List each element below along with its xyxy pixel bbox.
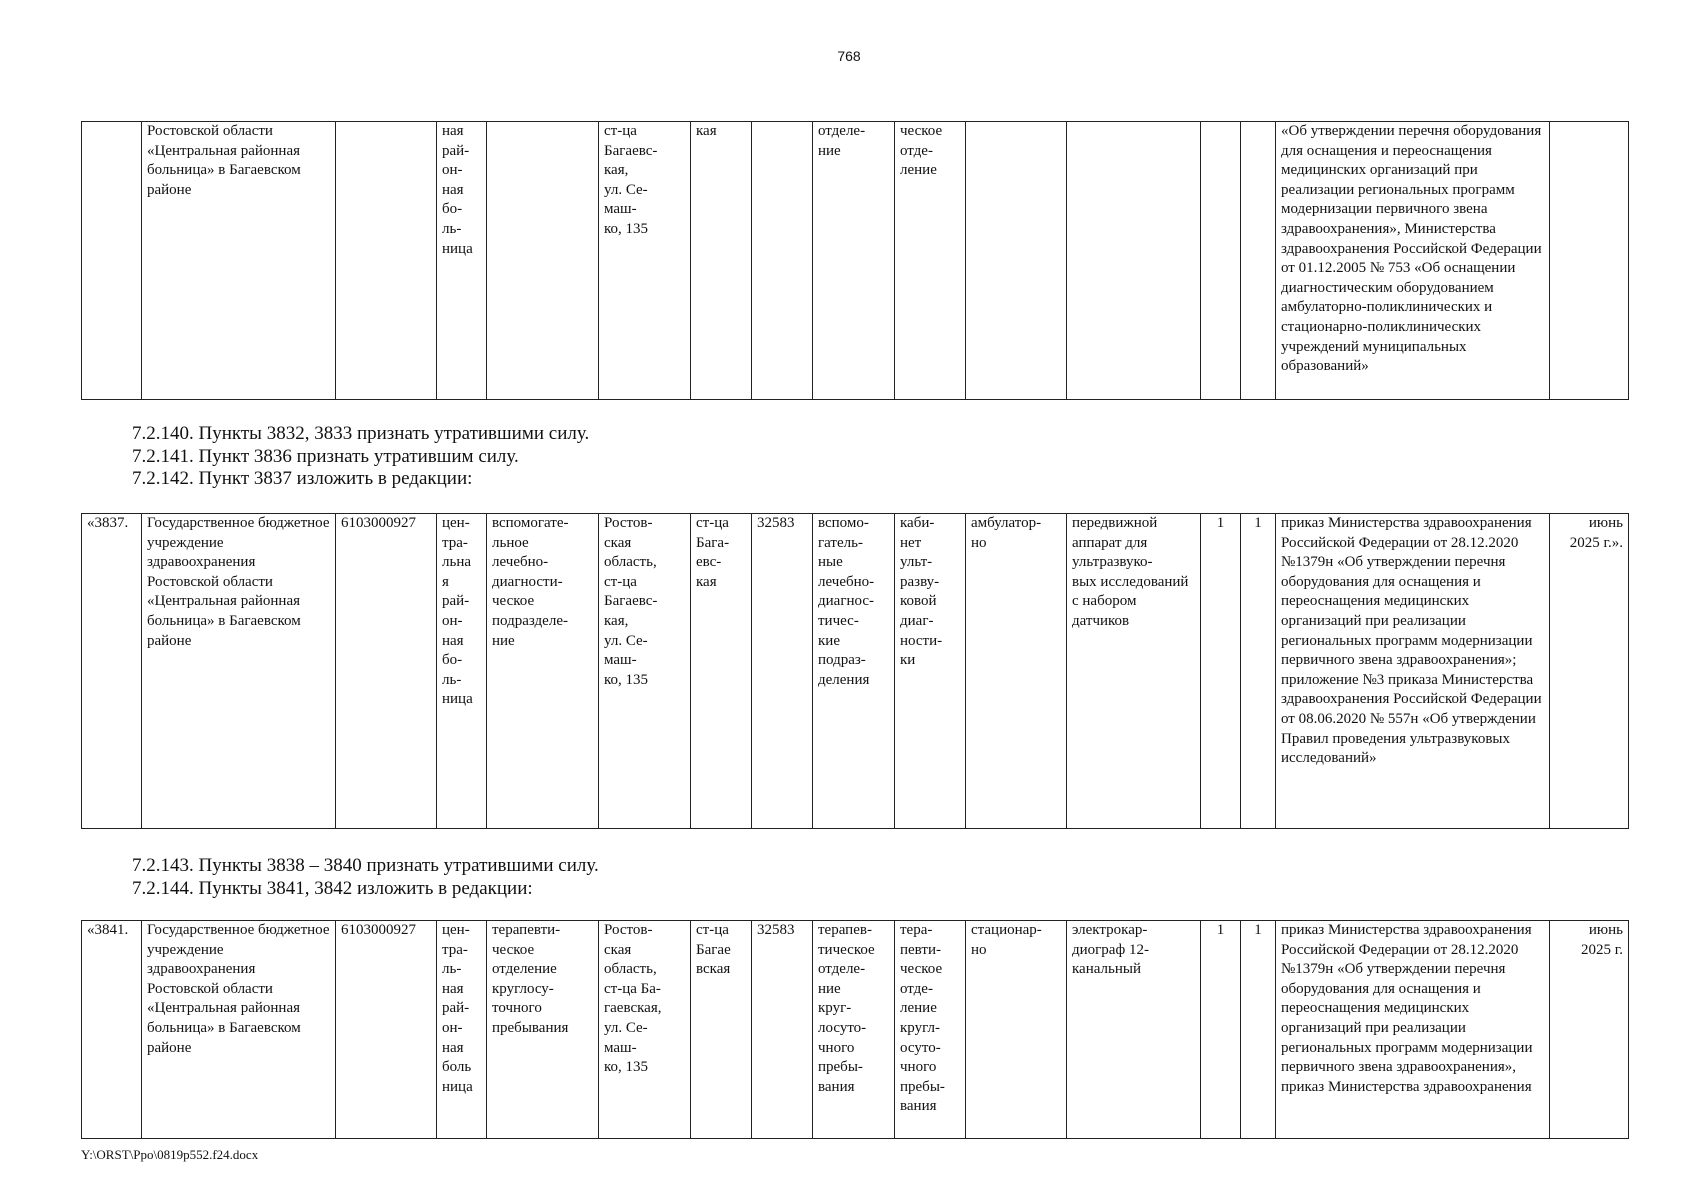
- cell-unit-type: вспомо- гатель- ные лечебно- диагнос- тичес- кие подраз- деления: [813, 514, 895, 829]
- cell-inn: 6103000927: [336, 921, 437, 1139]
- cell-locality: ст-ца Бага- евс- кая: [691, 514, 752, 829]
- cell-address: Ростов- ская область, ст-ца Ба- гаевская, ул. Се- маш- ко, 135: [599, 921, 691, 1139]
- cell-org-type: цен- тра- ль- ная рай- он- ная боль ница: [437, 921, 487, 1139]
- cell-deadline: июнь 2025 г.: [1550, 921, 1629, 1139]
- cell-care-form: амбулатор- но: [966, 514, 1067, 829]
- paragraph-7-2-143: 7.2.143. Пункты 3838 – 3840 признать утратившими силу.: [132, 855, 599, 876]
- cell-deadline: июнь 2025 г.».: [1550, 514, 1629, 829]
- cell-equipment: [1067, 122, 1201, 400]
- cell-deadline: [1550, 122, 1629, 400]
- paragraph-group-1: [132, 423, 589, 491]
- paragraph-group-2: [132, 855, 599, 900]
- cell-equipment: электрокар- диограф 12- канальный: [1067, 921, 1201, 1139]
- cell-qty-2: 1: [1241, 921, 1276, 1139]
- table-item-3841: [81, 920, 1629, 1139]
- table-row: [82, 514, 1629, 829]
- cell-org-type: ная рай- он- ная бо- ль- ница: [437, 122, 487, 400]
- cell-care-form: [966, 122, 1067, 400]
- cell-number: [82, 122, 142, 400]
- cell-qty-2: [1241, 122, 1276, 400]
- cell-unit-type: терапев- тическое отделе- ние круг- лосуто- чного пребы- вания: [813, 921, 895, 1139]
- cell-org-type: цен- тра- льна я рай- он- ная бо- ль- ница: [437, 514, 487, 829]
- cell-code: 32583: [752, 921, 813, 1139]
- cell-qty-1: 1: [1201, 514, 1241, 829]
- cell-unit-type: отделе- ние: [813, 122, 895, 400]
- page-number: 768: [837, 48, 861, 64]
- cell-inn: 6103000927: [336, 514, 437, 829]
- cell-care-form: стационар- но: [966, 921, 1067, 1139]
- cell-qty-2: 1: [1241, 514, 1276, 829]
- cell-qty-1: 1: [1201, 921, 1241, 1139]
- table-continuation: [81, 121, 1629, 400]
- cell-number: «3841.: [82, 921, 142, 1139]
- table-row: [82, 122, 1629, 400]
- paragraph-7-2-140: 7.2.140. Пункты 3832, 3833 признать утратившими силу.: [132, 423, 590, 444]
- cell-number: «3837.: [82, 514, 142, 829]
- cell-inn: [336, 122, 437, 400]
- footer-file-path: Y:\ORST\Ppo\0819p552.f24.docx: [81, 1147, 259, 1162]
- cell-code: [752, 122, 813, 400]
- cell-department: вспомогате- льное лечебно- диагности- ческое подразделе- ние: [487, 514, 599, 829]
- cell-room: каби- нет ульт- разву- ковой диаг- ности- ки: [895, 514, 966, 829]
- cell-organization: Государственное бюджетное учреждение здравоохранения Ростовской области «Центральная районная больница» в Багаевском районе: [142, 514, 336, 829]
- table-item-3837: [81, 513, 1629, 829]
- cell-address: Ростов- ская область, ст-ца Багаевс- кая, ул. Се- маш- ко, 135: [599, 514, 691, 829]
- cell-organization: Ростовской области «Центральная районная больница» в Багаевском районе: [142, 122, 336, 400]
- cell-legal-basis: «Об утверждении перечня оборудования для оснащения и переоснащения медицинских организаций при реализации региональных программ модернизации первичного звена здравоохранения», Министерства здравоохранения Российской Федерации от 01.12.2005 № 753 «Об оснащении диагностическим оборудованием амбулаторно-поликлинических и стационарно-поликлинических учреждений муниципальных образований»: [1276, 122, 1550, 400]
- cell-address: ст-ца Багаевс- кая, ул. Се- маш- ко, 135: [599, 122, 691, 400]
- paragraph-7-2-141: 7.2.141. Пункт 3836 признать утратившим силу.: [132, 445, 519, 467]
- paragraph-7-2-142: 7.2.142. Пункт 3837 изложить в редакции:: [132, 468, 473, 489]
- cell-organization: Государственное бюджетное учреждение здравоохранения Ростовской области «Центральная районная больница» в Багаевском районе: [142, 921, 336, 1139]
- cell-legal-basis: приказ Министерства здравоохранения Российской Федерации от 28.12.2020 №1379н «Об утверждении перечня оборудования для оснащения и переоснащения медицинских организаций при реализации региональных программ модернизации первичного звена здравоохранения», приказ Министерства здравоохранения: [1276, 921, 1550, 1139]
- cell-department: терапевти- ческое отделение круглосу- точного пребывания: [487, 921, 599, 1139]
- cell-locality: кая: [691, 122, 752, 400]
- cell-room: ческое отде- ление: [895, 122, 966, 400]
- paragraph-7-2-144: 7.2.144. Пункты 3841, 3842 изложить в редакции:: [132, 877, 533, 899]
- cell-legal-basis: приказ Министерства здравоохранения Российской Федерации от 28.12.2020 №1379н «Об утверждении перечня оборудования для оснащения и переоснащения медицинских организаций при реализации региональных программ модернизации первичного звена здравоохранения»; приложение №3 приказа Министерства здравоохранения Российской Федерации от 08.06.2020 № 557н «Об утверждении Правил проведения ультразвуковых исследований»: [1276, 514, 1550, 829]
- cell-locality: ст-ца Багае вская: [691, 921, 752, 1139]
- cell-department: [487, 122, 599, 400]
- cell-qty-1: [1201, 122, 1241, 400]
- cell-code: 32583: [752, 514, 813, 829]
- cell-room: тера- певти- ческое отде- ление кругл- осуто- чного пребы- вания: [895, 921, 966, 1139]
- cell-equipment: передвижной аппарат для ультразвуко- вых исследований с набором датчиков: [1067, 514, 1201, 829]
- table-row: [82, 921, 1629, 1139]
